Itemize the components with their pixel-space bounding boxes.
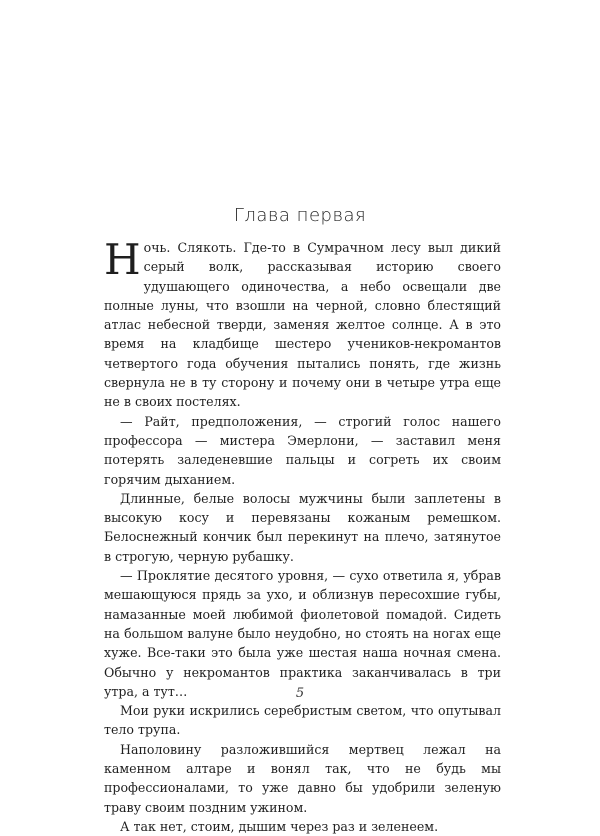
chapter-text (104, 235, 501, 836)
paragraph-2: — Райт, предположения, — строгий голос нашего профессора — мистера Эмерлони, — заставил меня потерять заледеневшие пальцы и согреть их своим горячим дыханием. (104, 413, 501, 487)
paragraph-5: Мои руки искрились серебристым светом, что опутывал тело трупа. (104, 703, 501, 738)
paragraph-4: — Проклятие десятого уровня, — сухо ответила я, убрав мешающуюся прядь за ухо, и облизнув пересохшие губы, намазанные моей любимой фиолетовой помадой. Сидеть на большом валуне было неудобно, но стоять на ногах еще хуже. Все-таки это была уже шестая наша ночная смена. Обычно у некромантов практика заканчивалась в три утра, а тут… (104, 568, 501, 699)
paragraph-1 (104, 235, 501, 412)
paragraph-7: А так нет, стоим, дышим через раз и зеленеем. (120, 818, 439, 834)
drop-cap: Н (104, 235, 141, 284)
paragraph-text: очь. Слякоть. Где-то в Сумрачном лесу выл дикий серый волк, рассказывая историю своего удушающего одиночества, а небо освещали две полные луны, что взошли на черной, словно блестящий атлас небесной тверди, заменяя желтое солнце. А в это время на кладбище шестеро учеников-некромантов четвертого года обучения пытались понять, где жизнь свернула не в ту сторону и почему они в четыре утра еще не в своих постелях. (104, 240, 501, 410)
page-number: 5 (295, 686, 305, 701)
paragraph-3: Длинные, белые волосы мужчины были заплетены в высокую косу и перевязаны кожаным ремешком. Белоснежный кончик был перекинут на плечо, затянутое в строгую, черную рубашку. (104, 490, 501, 564)
chapter-title: Глава первая (233, 205, 367, 226)
paragraph-6: Наполовину разложившийся мертвец лежал на каменном алтаре и вонял так, что не будь мы профессионалами, то уже давно бы удобрили зеленую траву своим поздним ужином. (104, 741, 501, 815)
